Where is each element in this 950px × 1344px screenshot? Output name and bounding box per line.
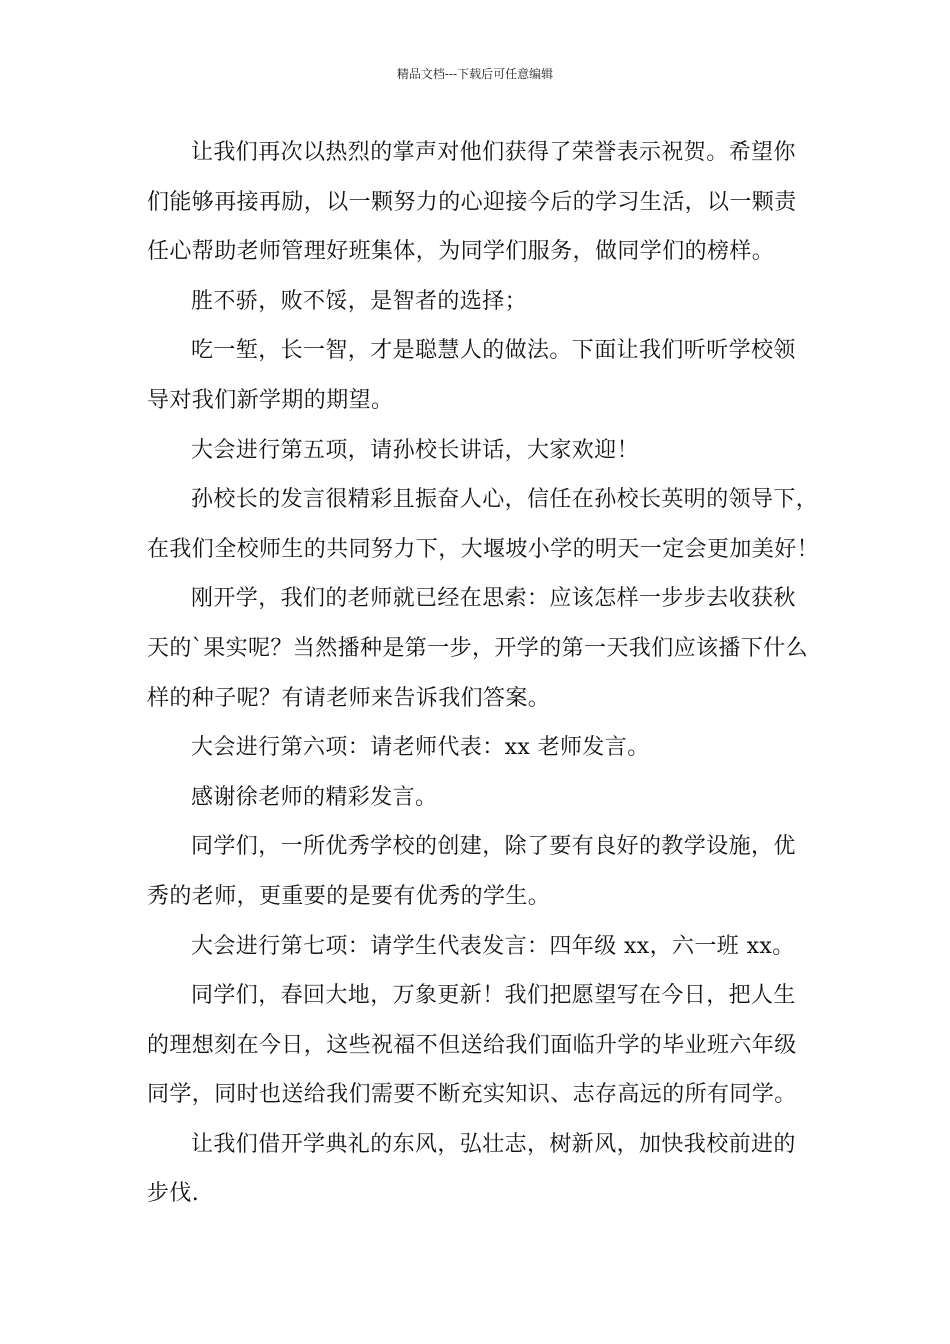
paragraph-line: 导对我们新学期的期望。 [147,387,394,413]
paragraph-line: 吃一堑，长一智，才是聪慧人的做法。下面让我们听听学校领 [191,338,796,364]
document-body [147,128,827,1219]
paragraph-4 [147,426,827,476]
paragraph-line: 在我们全校师生的共同努力下，大堰坡小学的明天一定会更加美好！ [147,536,820,562]
paragraph-line: 让我们借开学典礼的东风，弘壮志，树新风，加快我校前进的 [191,1131,796,1157]
paragraph-1 [147,128,827,277]
paragraph-8 [147,773,827,823]
paragraph-12 [147,1120,827,1219]
paragraph-10 [147,922,827,972]
paragraph-line: 刚开学，我们的老师就已经在思索：应该怎样一步步去收获秋 [191,586,796,612]
paragraph-7 [147,723,827,773]
paragraph-line: 大会进行第五项，请孙校长讲话，大家欢迎！ [191,437,640,463]
paragraph-line: 同学，同时也送给我们需要不断充实知识、志存高远的所有同学。 [147,1082,797,1108]
paragraph-line: 感谢徐老师的精彩发言。 [191,784,438,810]
paragraph-2 [147,277,827,327]
paragraph-line: 秀的老师，更重要的是要有优秀的学生。 [147,883,551,909]
paragraph-line: 让我们再次以热烈的掌声对他们获得了荣誉表示祝贺。希望你 [191,140,796,165]
paragraph-line: 胜不骄，败不馁，是智者的选择； [191,288,528,314]
paragraph-line: 孙校长的发言很精彩且振奋人心，信任在孙校长英明的领导下， [191,487,819,513]
paragraph-6 [147,574,827,723]
paragraph-line: 样的种子呢？有请老师来告诉我们答案。 [147,685,551,711]
paragraph-line: 步伐. [147,1181,200,1207]
paragraph-line: 任心帮助老师管理好班集体，为同学们服务，做同学们的榜样。 [147,239,775,265]
paragraph-5 [147,475,827,574]
paragraph-line: 大会进行第七项：请学生代表发言：四年级 xx，六一班 xx。 [191,933,795,959]
paragraph-3 [147,326,827,425]
paragraph-9 [147,822,827,921]
paragraph-line: 大会进行第六项：请老师代表：xx 老师发言。 [191,735,650,761]
paragraph-11 [147,971,827,1120]
paragraph-line: 们能够再接再励，以一颗努力的心迎接今后的学习生活，以一颗责 [147,189,797,215]
paragraph-line: 天的`果实呢？当然播种是第一步，开学的第一天我们应该播下什么 [147,635,809,661]
paragraph-line: 同学们，一所优秀学校的创建，除了要有良好的教学设施，优 [191,834,796,860]
page-header: 精品文档---下载后可任意编辑 [396,67,554,81]
paragraph-line: 同学们，春回大地，万象更新！我们把愿望写在今日，把人生 [191,983,796,1009]
paragraph-line: 的理想刻在今日，这些祝福不但送给我们面临升学的毕业班六年级 [147,1032,797,1058]
